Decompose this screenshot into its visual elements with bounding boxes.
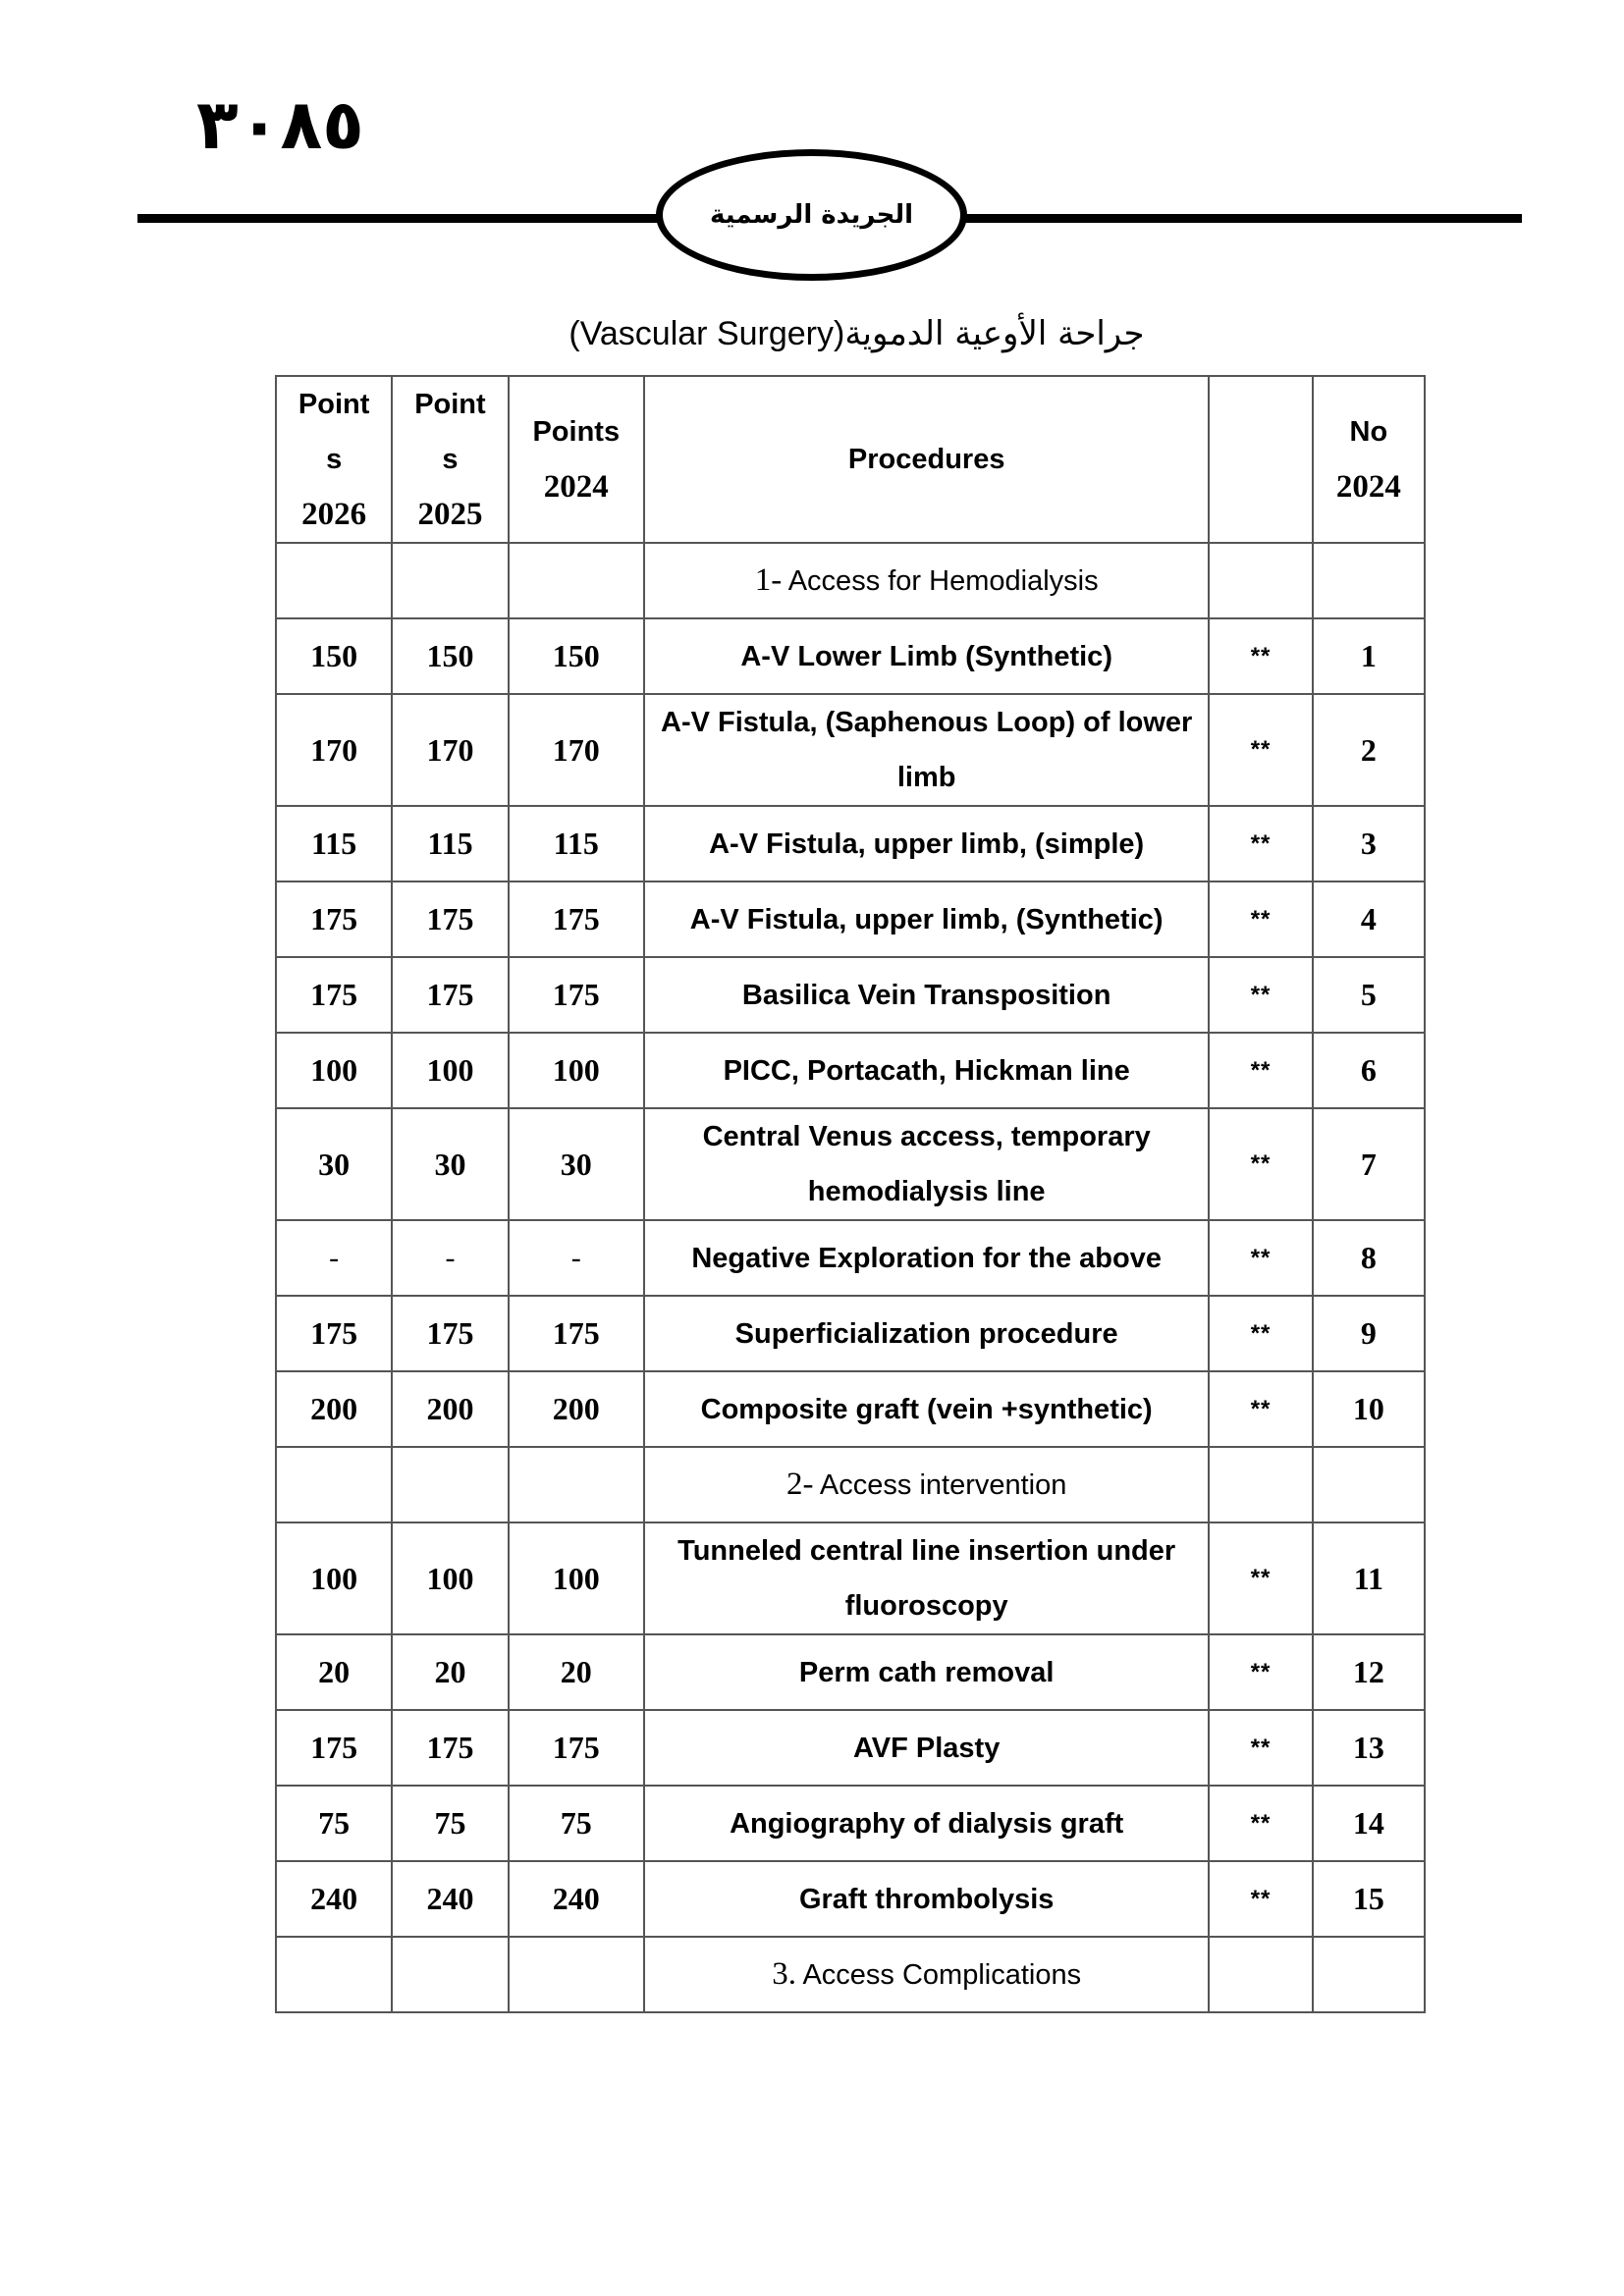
points-2025-cell: 20	[392, 1634, 508, 1710]
header-no: No 2024	[1313, 376, 1425, 543]
marker-cell: **	[1209, 1296, 1312, 1371]
points-2025-cell: 200	[392, 1371, 508, 1447]
procedure-cell: PICC, Portacath, Hickman line	[644, 1033, 1209, 1108]
procedure-cell: Superficialization procedure	[644, 1296, 1209, 1371]
marker-cell: **	[1209, 1220, 1312, 1296]
table-row	[276, 1371, 1425, 1447]
table-row	[276, 1861, 1425, 1937]
procedure-cell: Angiography of dialysis graft	[644, 1786, 1209, 1861]
page-number: ٣٠٨٥	[196, 84, 364, 165]
points-2025-cell: 150	[392, 618, 508, 694]
row-number-cell: 6	[1313, 1033, 1425, 1108]
table-row	[276, 1108, 1425, 1220]
procedure-cell: A-V Fistula, upper limb, (Synthetic)	[644, 881, 1209, 957]
row-number-cell: 2	[1313, 694, 1425, 806]
procedure-cell: Central Venus access, temporary hemodialysis line	[644, 1108, 1209, 1220]
empty-cell	[1313, 1937, 1425, 2012]
points-2024-cell: -	[509, 1220, 644, 1296]
marker-cell: **	[1209, 618, 1312, 694]
points-2026-cell: 100	[276, 1522, 392, 1634]
procedure-cell: AVF Plasty	[644, 1710, 1209, 1786]
gazette-header-oval	[656, 149, 967, 281]
points-2024-cell: 20	[509, 1634, 644, 1710]
group-number: 1-	[754, 562, 783, 598]
points-2026-cell: -	[276, 1220, 392, 1296]
points-2024-cell: 75	[509, 1786, 644, 1861]
points-2026-cell: 200	[276, 1371, 392, 1447]
marker-cell: **	[1209, 806, 1312, 881]
points-2024-cell: 30	[509, 1108, 644, 1220]
row-number-cell: 13	[1313, 1710, 1425, 1786]
row-number-cell: 10	[1313, 1371, 1425, 1447]
section-title-ar: جراحة الأوعية الدموية	[844, 314, 1145, 353]
table-row	[276, 1220, 1425, 1296]
section-title	[0, 312, 1624, 355]
group-title: Access Complications	[802, 1959, 1082, 1991]
procedure-cell: Basilica Vein Transposition	[644, 957, 1209, 1033]
points-2024-cell: 175	[509, 1710, 644, 1786]
marker-cell: **	[1209, 1371, 1312, 1447]
points-2024-cell: 150	[509, 618, 644, 694]
empty-cell	[1313, 543, 1425, 618]
points-2026-cell: 115	[276, 806, 392, 881]
points-2024-cell: 240	[509, 1861, 644, 1937]
marker-cell: **	[1209, 881, 1312, 957]
points-2024-cell: 100	[509, 1033, 644, 1108]
marker-cell: **	[1209, 1108, 1312, 1220]
points-2025-cell: 75	[392, 1786, 508, 1861]
points-2024-cell: 175	[509, 957, 644, 1033]
table-row	[276, 694, 1425, 806]
empty-cell	[1209, 543, 1312, 618]
points-2024-cell: 175	[509, 1296, 644, 1371]
row-number-cell: 11	[1313, 1522, 1425, 1634]
table-row	[276, 1786, 1425, 1861]
procedure-cell: Graft thrombolysis	[644, 1861, 1209, 1937]
group-number: 2-	[785, 1467, 814, 1502]
empty-cell	[276, 1937, 392, 2012]
points-2025-cell: 100	[392, 1033, 508, 1108]
procedure-cell: Perm cath removal	[644, 1634, 1209, 1710]
empty-cell	[392, 1447, 508, 1522]
points-2026-cell: 175	[276, 1710, 392, 1786]
points-2026-cell: 170	[276, 694, 392, 806]
marker-cell: **	[1209, 1786, 1312, 1861]
points-2026-cell: 30	[276, 1108, 392, 1220]
points-2024-cell: 170	[509, 694, 644, 806]
points-2025-cell: 30	[392, 1108, 508, 1220]
points-2025-cell: 115	[392, 806, 508, 881]
row-number-cell: 3	[1313, 806, 1425, 881]
points-2026-cell: 20	[276, 1634, 392, 1710]
points-2025-cell: 100	[392, 1522, 508, 1634]
group-row	[276, 543, 1425, 618]
marker-cell: **	[1209, 1634, 1312, 1710]
empty-cell	[509, 1937, 644, 2012]
row-number-cell: 4	[1313, 881, 1425, 957]
table-header-row	[276, 376, 1425, 543]
points-2025-cell: -	[392, 1220, 508, 1296]
procedures-table	[275, 375, 1426, 2013]
points-2026-cell: 100	[276, 1033, 392, 1108]
group-label	[644, 543, 1209, 618]
row-number-cell: 7	[1313, 1108, 1425, 1220]
marker-cell: **	[1209, 1710, 1312, 1786]
points-2026-cell: 75	[276, 1786, 392, 1861]
table-row	[276, 618, 1425, 694]
empty-cell	[276, 1447, 392, 1522]
header-points-2026: Point s 2026	[276, 376, 392, 543]
empty-cell	[509, 1447, 644, 1522]
points-2026-cell: 175	[276, 1296, 392, 1371]
table-row	[276, 957, 1425, 1033]
marker-cell: **	[1209, 1522, 1312, 1634]
marker-cell: **	[1209, 1033, 1312, 1108]
row-number-cell: 8	[1313, 1220, 1425, 1296]
table-row	[276, 1296, 1425, 1371]
row-number-cell: 1	[1313, 618, 1425, 694]
empty-cell	[276, 543, 392, 618]
section-title-en: (Vascular Surgery)	[568, 315, 845, 352]
table-row	[276, 1522, 1425, 1634]
points-2025-cell: 175	[392, 957, 508, 1033]
header-procedures: Procedures	[644, 376, 1209, 543]
marker-cell: **	[1209, 694, 1312, 806]
empty-cell	[1209, 1937, 1312, 2012]
empty-cell	[392, 1937, 508, 2012]
group-row	[276, 1447, 1425, 1522]
row-number-cell: 9	[1313, 1296, 1425, 1371]
points-2026-cell: 240	[276, 1861, 392, 1937]
marker-cell: **	[1209, 1861, 1312, 1937]
procedure-cell: Negative Exploration for the above	[644, 1220, 1209, 1296]
group-title: Access for Hemodialysis	[787, 565, 1099, 597]
procedure-cell: A-V Lower Limb (Synthetic)	[644, 618, 1209, 694]
header-points-2025: Point s 2025	[392, 376, 508, 543]
group-label	[644, 1447, 1209, 1522]
points-2025-cell: 175	[392, 1296, 508, 1371]
row-number-cell: 5	[1313, 957, 1425, 1033]
group-label	[644, 1937, 1209, 2012]
marker-cell: **	[1209, 957, 1312, 1033]
points-2025-cell: 170	[392, 694, 508, 806]
table-row	[276, 1710, 1425, 1786]
points-2024-cell: 115	[509, 806, 644, 881]
header-marker	[1209, 376, 1312, 543]
group-row	[276, 1937, 1425, 2012]
procedure-cell: A-V Fistula, (Saphenous Loop) of lower limb	[644, 694, 1209, 806]
points-2026-cell: 175	[276, 957, 392, 1033]
table-row	[276, 1033, 1425, 1108]
empty-cell	[1313, 1447, 1425, 1522]
table-row	[276, 806, 1425, 881]
procedure-cell: Composite graft (vein +synthetic)	[644, 1371, 1209, 1447]
points-2024-cell: 200	[509, 1371, 644, 1447]
group-number: 3.	[772, 1956, 796, 1992]
points-2025-cell: 175	[392, 1710, 508, 1786]
empty-cell	[1209, 1447, 1312, 1522]
table-row	[276, 1634, 1425, 1710]
points-2026-cell: 175	[276, 881, 392, 957]
procedure-cell: Tunneled central line insertion under fluoroscopy	[644, 1522, 1209, 1634]
row-number-cell: 14	[1313, 1786, 1425, 1861]
points-2024-cell: 175	[509, 881, 644, 957]
header-points-2024: Points 2024	[509, 376, 644, 543]
points-2025-cell: 175	[392, 881, 508, 957]
group-title: Access intervention	[819, 1469, 1067, 1501]
row-number-cell: 15	[1313, 1861, 1425, 1937]
points-2026-cell: 150	[276, 618, 392, 694]
empty-cell	[509, 543, 644, 618]
table-row	[276, 881, 1425, 957]
points-2025-cell: 240	[392, 1861, 508, 1937]
gazette-title: الجريدة الرسمية	[710, 200, 913, 230]
row-number-cell: 12	[1313, 1634, 1425, 1710]
points-2024-cell: 100	[509, 1522, 644, 1634]
empty-cell	[392, 543, 508, 618]
procedure-cell: A-V Fistula, upper limb, (simple)	[644, 806, 1209, 881]
